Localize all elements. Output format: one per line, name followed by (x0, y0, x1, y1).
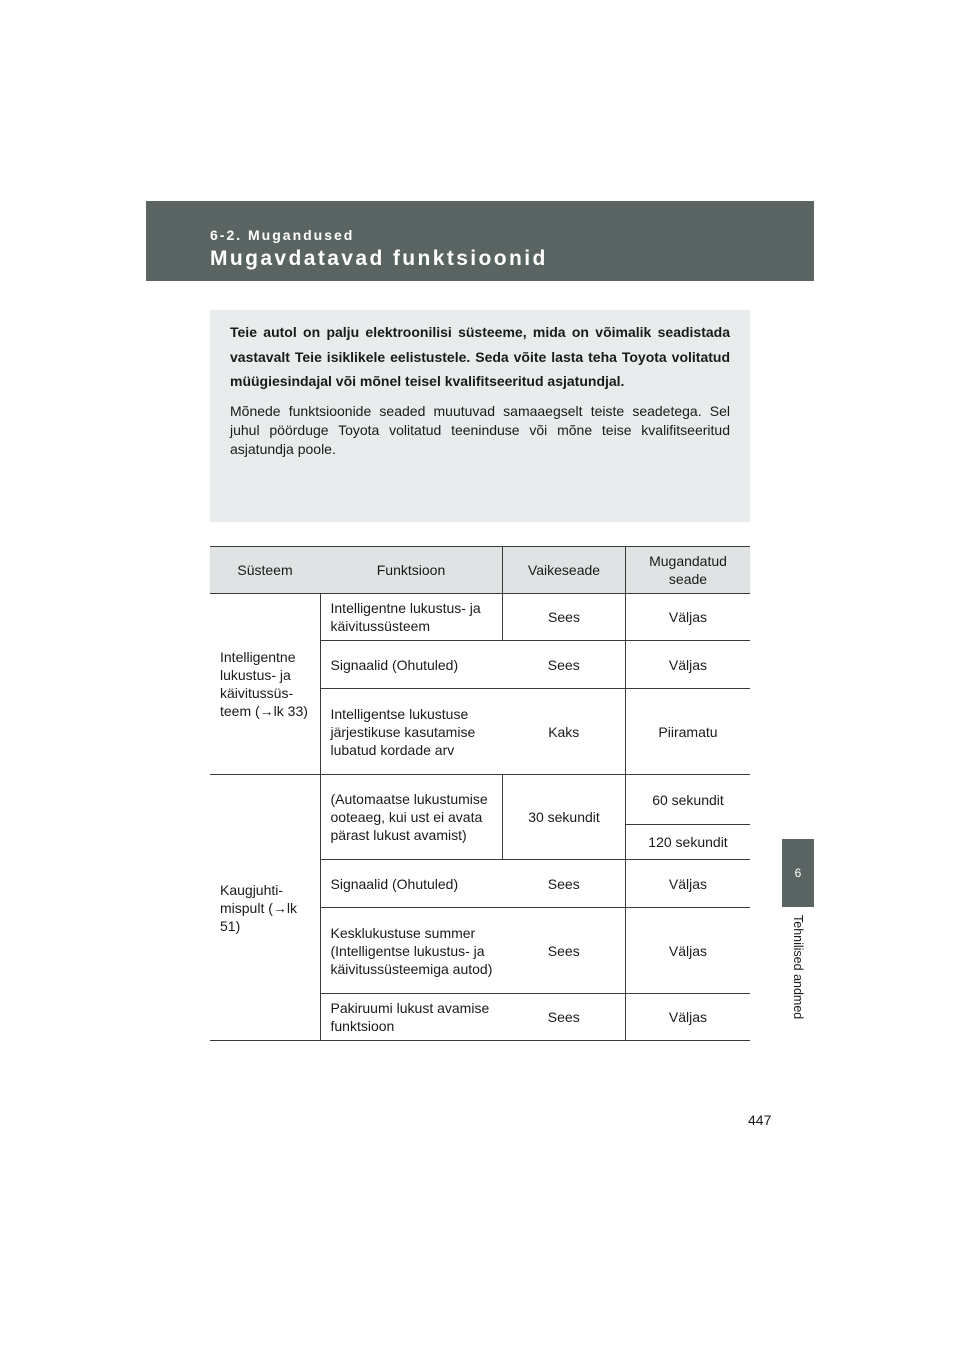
custom-cell: Väljas (626, 994, 751, 1041)
header-default: Vaikeseade (503, 547, 626, 594)
function-cell: Intelligentse lukustuse järjestikuse kasutamise lubatud kordade arv (320, 689, 503, 775)
page-title: Mugavdatavad funktsioonid (210, 247, 548, 270)
chapter-header-band (146, 201, 814, 281)
custom-cell: 60 sekundit (626, 775, 751, 825)
custom-cell: Väljas (626, 594, 751, 641)
intro-box (210, 310, 750, 522)
function-cell: Signaalid (Ohutuled) (320, 641, 503, 689)
settings-table (210, 546, 750, 1041)
custom-cell: 120 sekundit (626, 825, 751, 860)
default-cell: Kaks (503, 689, 626, 775)
default-cell: 30 sekundit (503, 775, 626, 860)
custom-cell: Piiramatu (626, 689, 751, 775)
system-cell: Kaugjuhtimispult (→lk 51) (210, 775, 320, 1041)
custom-cell: Väljas (626, 908, 751, 994)
header-function: Funktsioon (320, 547, 503, 594)
page-number: 447 (748, 1112, 772, 1128)
section-label: 6-2. Mugandused (210, 227, 355, 243)
function-cell: Pakiruumi lukust avamise funktsioon (320, 994, 503, 1041)
default-cell: Sees (503, 594, 626, 641)
function-cell: Kesklukustuse summer (Intelligentse lukustus- ja käivitussüsteemiga autod) (320, 908, 503, 994)
function-cell: (Automaatse lukustumise ooteaeg, kui ust ei avata pärast lukust avamist) (320, 775, 503, 860)
custom-cell: Väljas (626, 860, 751, 908)
default-cell: Sees (503, 860, 626, 908)
intro-bold-text: Teie autol on palju elektroonilisi süsteeme, mida on võimalik seadistada vastavalt Teie isiklikele eelistustele. Seda võite lasta teha Toyota volitatud müügiesindajal või mõnel teisel kvalifitseeritud asjatundjal. (230, 324, 730, 389)
default-cell: Sees (503, 908, 626, 994)
table-header-row (210, 547, 750, 594)
header-custom: Mugandatud seade (626, 547, 751, 594)
function-cell: Signaalid (Ohutuled) (320, 860, 503, 908)
function-cell: Intelligentne lukustus- ja käivitussüsteem (320, 594, 503, 641)
chapter-tab-label: Tehnilised andmed (791, 915, 805, 1020)
default-cell: Sees (503, 994, 626, 1041)
table-row (210, 775, 750, 825)
table-row (210, 594, 750, 641)
custom-cell: Väljas (626, 641, 751, 689)
system-cell: Intelligentne lukustus- ja käivitussüsteem (→lk 33) (210, 594, 320, 775)
chapter-tab: 6 (782, 839, 814, 907)
intro-text: Mõnede funktsioonide seaded muutuvad samaaegselt teiste seadetega. Sel juhul pöörduge Toyota volitatud teeninduse või mõne teise kvalifitseeritud asjatundja poole. (230, 402, 730, 457)
default-cell: Sees (503, 641, 626, 689)
header-system: Süsteem (210, 547, 320, 594)
